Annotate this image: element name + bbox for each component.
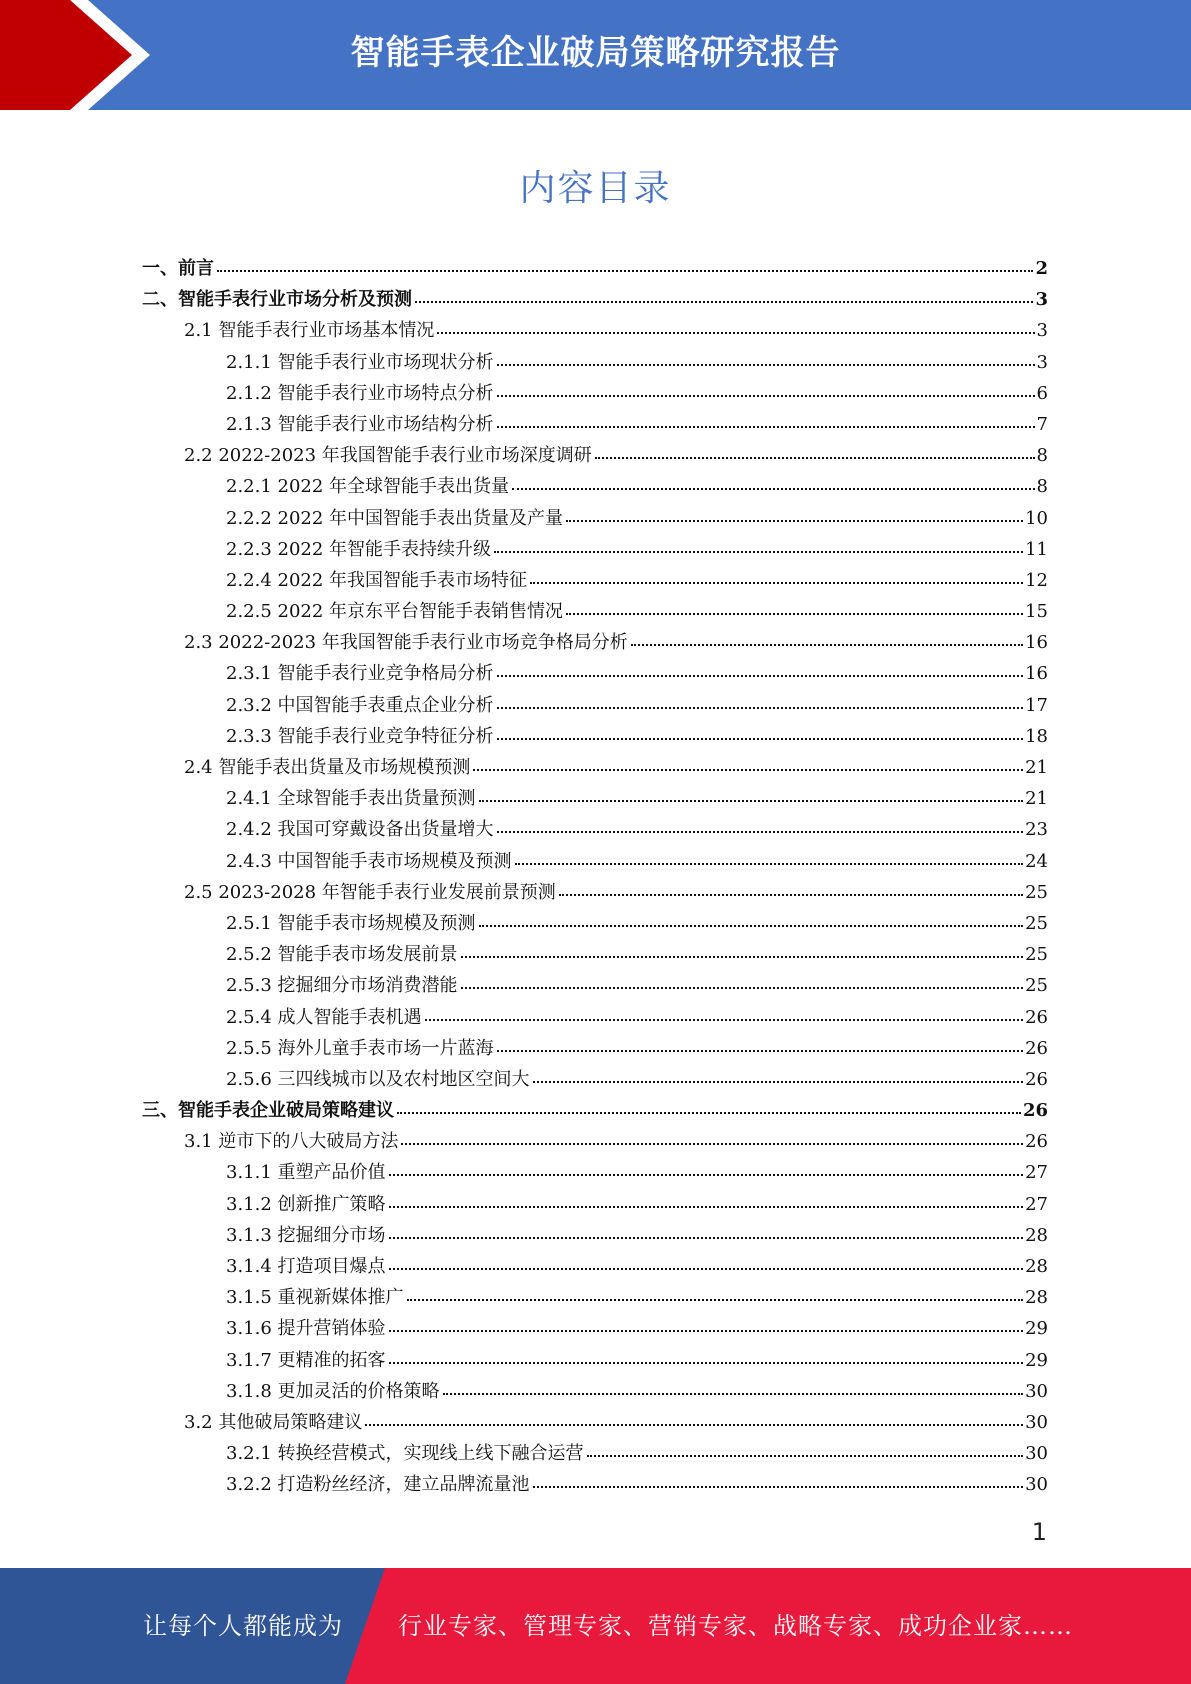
toc-dot-leader: [389, 1223, 1024, 1241]
toc-entry[interactable]: [142, 814, 1048, 845]
toc-entry-title: 2.2.5 2022 年京东平台智能手表销售情况: [226, 601, 564, 623]
toc-entry-title: 2.2.1 2022 年全球智能手表出货量: [226, 476, 510, 498]
footer-slogan-right: 行业专家、管理专家、营销专家、战略专家、成功企业家……: [398, 1612, 1073, 1640]
toc-entry[interactable]: [142, 627, 1048, 658]
toc-entry-title: 3.1.2 创新推广策略: [226, 1193, 386, 1215]
toc-entry-title: 2.2.3 2022 年智能手表持续升级: [226, 538, 492, 560]
toc-entry[interactable]: [142, 939, 1048, 970]
toc-entry-page: 17: [1025, 694, 1048, 716]
toc-entry-page: 3: [1036, 351, 1048, 373]
toc-entry-page: 16: [1025, 632, 1048, 654]
toc-entry-title: 2.5.1 智能手表市场规模及预测: [226, 912, 476, 934]
toc-entry-page: 23: [1025, 819, 1048, 841]
toc-entry-page: 10: [1025, 507, 1048, 529]
toc-entry[interactable]: [142, 690, 1048, 721]
toc-entry-title: 3.1.5 重视新媒体推广: [226, 1287, 404, 1309]
toc-entry[interactable]: [142, 721, 1048, 752]
toc-dot-leader: [497, 693, 1024, 711]
page-number: 1: [1031, 1518, 1047, 1546]
toc-entry-title: 3.1.4 打造项目爆点: [226, 1256, 386, 1277]
toc-entry[interactable]: [142, 596, 1048, 627]
toc-dot-leader: [461, 973, 1024, 991]
toc-entry-page: 30: [1025, 1443, 1048, 1465]
toc-entry-page: 3: [1035, 289, 1048, 311]
toc-entry-title: 2.3 2022-2023 年我国智能手表行业市场竞争格局分析: [184, 632, 628, 654]
toc-entry-page: 29: [1025, 1349, 1048, 1371]
toc-dot-leader: [515, 849, 1024, 867]
toc-dot-leader: [425, 1005, 1024, 1023]
toc-dot-leader: [497, 1036, 1024, 1054]
toc-dot-leader: [587, 1441, 1024, 1459]
toc-dot-leader: [566, 599, 1023, 617]
toc-entry[interactable]: [142, 534, 1048, 565]
toc-entry-title: 2.2.4 2022 年我国智能手表市场特征: [226, 569, 528, 591]
toc-entry[interactable]: [142, 284, 1048, 315]
toc-entry[interactable]: [142, 1189, 1048, 1220]
toc-entry[interactable]: [142, 1251, 1048, 1282]
toc-entry[interactable]: [142, 440, 1048, 471]
toc-entry[interactable]: [142, 1469, 1048, 1500]
toc-entry-page: 26: [1025, 1037, 1048, 1059]
toc-dot-leader: [512, 474, 1034, 492]
toc-entry-title: 2.3.3 智能手表行业竞争特征分析: [226, 725, 494, 747]
toc-entry[interactable]: [142, 908, 1048, 939]
toc-dot-leader: [494, 537, 1023, 555]
toc-dot-leader: [479, 911, 1024, 929]
toc-entry-page: 25: [1025, 881, 1048, 903]
toc-entry-page: 25: [1025, 912, 1048, 934]
toc-entry[interactable]: [142, 378, 1048, 409]
toc-dot-leader: [533, 1067, 1024, 1085]
toc-entry-title: 3.1.8 更加灵活的价格策略: [226, 1380, 440, 1402]
toc-entry-page: 8: [1036, 445, 1048, 467]
toc-entry-title: 三、智能手表企业破局策略建议: [142, 1100, 394, 1122]
toc-entry[interactable]: [142, 1126, 1048, 1157]
toc-dot-leader: [631, 630, 1023, 648]
toc-entry-page: 30: [1025, 1474, 1048, 1496]
toc-entry-page: 28: [1025, 1256, 1048, 1277]
toc-entry-page: 11: [1025, 538, 1048, 560]
toc-dot-leader: [595, 443, 1035, 461]
toc-entry[interactable]: [142, 1095, 1048, 1126]
toc-entry-title: 2.5.6 三四线城市以及农村地区空间大: [226, 1068, 530, 1090]
toc-dot-leader: [479, 786, 1024, 804]
toc-dot-leader: [497, 350, 1035, 368]
report-title: 智能手表企业破局策略研究报告: [350, 33, 841, 73]
toc-dot-leader: [497, 724, 1024, 742]
toc-entry-page: 30: [1025, 1380, 1048, 1402]
toc-entry-title: 3.1.3 挖掘细分市场: [226, 1224, 386, 1246]
toc-entry[interactable]: [142, 1313, 1048, 1344]
toc-entry-title: 2.5.2 智能手表市场发展前景: [226, 944, 458, 966]
toc-dot-leader: [497, 412, 1035, 430]
toc-entry-title: 2.5 2023-2028 年智能手表行业发展前景预测: [184, 881, 556, 903]
toc-dot-leader: [389, 1192, 1024, 1210]
toc-entry[interactable]: [142, 1376, 1048, 1407]
toc-entry-title: 一、前言: [142, 258, 214, 279]
toc-entry-title: 2.3.2 中国智能手表重点企业分析: [226, 694, 494, 716]
toc-entry-page: 8: [1036, 476, 1048, 498]
toc-entry-title: 2.3.1 智能手表行业竞争格局分析: [226, 663, 494, 685]
toc-dot-leader: [443, 1379, 1024, 1397]
toc-dot-leader: [497, 661, 1024, 679]
toc-entry-page: 6: [1036, 382, 1048, 404]
toc-heading: 内容目录: [519, 168, 672, 209]
toc-entry[interactable]: [142, 409, 1048, 440]
toc-dot-leader: [559, 880, 1023, 898]
toc-dot-leader: [530, 568, 1023, 586]
toc-entry-title: 2.5.5 海外儿童手表市场一片蓝海: [226, 1037, 494, 1059]
toc-entry[interactable]: [142, 1033, 1048, 1064]
toc-entry-title: 3.2.1 转换经营模式，实现线上线下融合运营: [226, 1443, 584, 1465]
toc-entry-title: 3.1.7 更精准的拓客: [226, 1349, 386, 1371]
toc-entry-title: 2.4.3 中国智能手表市场规模及预测: [226, 850, 512, 872]
toc-entry-page: 2: [1035, 258, 1048, 279]
toc-entry-page: 21: [1025, 757, 1048, 778]
toc-entry-title: 3.1.1 重塑产品价值: [226, 1162, 386, 1184]
toc-entry-page: 7: [1036, 413, 1048, 435]
toc-entry-title: 3.1 逆市下的八大破局方法: [184, 1131, 399, 1153]
footer-slogan-left: 让每个人都能成为: [143, 1612, 343, 1640]
toc-entry-page: 26: [1025, 1006, 1048, 1028]
toc-dot-leader: [389, 1348, 1024, 1366]
toc-entry[interactable]: [142, 783, 1048, 814]
toc-entry[interactable]: [142, 846, 1048, 877]
toc-entry-page: 26: [1022, 1100, 1048, 1122]
toc-dot-leader: [401, 1129, 1023, 1147]
toc-entry-page: 25: [1025, 975, 1048, 997]
toc-dot-leader: [533, 1472, 1024, 1490]
toc-dot-leader: [217, 256, 1033, 274]
toc-entry-page: 12: [1025, 569, 1048, 591]
toc-dot-leader: [437, 318, 1034, 336]
table-of-contents: [142, 253, 1048, 1501]
toc-entry-title: 2.5.4 成人智能手表机遇: [226, 1006, 422, 1028]
toc-entry-title: 2.2.2 2022 年中国智能手表出货量及产量: [226, 507, 564, 529]
toc-entry-page: 24: [1025, 850, 1048, 872]
toc-entry-title: 2.4.2 我国可穿戴设备出货量增大: [226, 819, 494, 841]
toc-entry-title: 3.1.6 提升营销体验: [226, 1318, 386, 1340]
toc-dot-leader: [407, 1285, 1024, 1303]
toc-entry-page: 25: [1025, 944, 1048, 966]
toc-dot-leader: [365, 1410, 1023, 1428]
toc-dot-leader: [473, 755, 1023, 773]
toc-entry-page: 28: [1025, 1224, 1048, 1246]
toc-dot-leader: [566, 506, 1023, 524]
toc-entry-page: 26: [1025, 1131, 1048, 1153]
toc-entry-page: 15: [1025, 601, 1048, 623]
toc-entry-title: 2.1.1 智能手表行业市场现状分析: [226, 351, 494, 373]
toc-dot-leader: [497, 817, 1024, 835]
toc-entry-page: 27: [1025, 1162, 1048, 1184]
toc-entry-title: 2.1 智能手表行业市场基本情况: [184, 320, 435, 342]
toc-entry-page: 27: [1025, 1193, 1048, 1215]
toc-entry[interactable]: [142, 1157, 1048, 1188]
toc-dot-leader: [397, 1098, 1021, 1116]
toc-entry-title: 2.2 2022-2023 年我国智能手表行业市场深度调研: [184, 445, 592, 467]
toc-entry[interactable]: [142, 877, 1048, 908]
toc-entry[interactable]: [142, 503, 1048, 534]
toc-entry[interactable]: [142, 253, 1048, 284]
toc-entry-title: 二、智能手表行业市场分析及预测: [142, 289, 412, 311]
toc-dot-leader: [389, 1254, 1024, 1272]
toc-entry[interactable]: [142, 970, 1048, 1001]
toc-entry-page: 21: [1025, 788, 1048, 810]
toc-dot-leader: [389, 1160, 1024, 1178]
toc-entry-title: 3.2.2 打造粉丝经济，建立品牌流量池: [226, 1474, 530, 1496]
toc-entry-title: 2.4.1 全球智能手表出货量预测: [226, 788, 476, 810]
toc-dot-leader: [497, 381, 1035, 399]
toc-entry-title: 2.1.2 智能手表行业市场特点分析: [226, 382, 494, 404]
toc-entry-page: 3: [1036, 320, 1048, 342]
toc-dot-leader: [461, 942, 1024, 960]
toc-entry[interactable]: [142, 1064, 1048, 1095]
toc-entry[interactable]: [142, 1438, 1048, 1469]
toc-entry[interactable]: [142, 1220, 1048, 1251]
toc-entry-title: 2.4 智能手表出货量及市场规模预测: [184, 757, 471, 778]
toc-entry-page: 29: [1025, 1318, 1048, 1340]
toc-entry-title: 2.5.3 挖掘细分市场消费潜能: [226, 975, 458, 997]
toc-entry[interactable]: [142, 658, 1048, 689]
toc-entry[interactable]: [142, 1407, 1048, 1438]
toc-entry[interactable]: [142, 315, 1048, 346]
report-header: [0, 0, 1191, 110]
toc-entry[interactable]: [142, 752, 1048, 783]
toc-entry[interactable]: [142, 565, 1048, 596]
toc-entry[interactable]: [142, 1002, 1048, 1033]
report-footer: [0, 1568, 1191, 1684]
toc-entry[interactable]: [142, 1345, 1048, 1376]
toc-entry-page: 30: [1025, 1411, 1048, 1433]
toc-entry[interactable]: [142, 471, 1048, 502]
toc-entry-page: 18: [1025, 725, 1048, 747]
toc-dot-leader: [415, 287, 1033, 305]
toc-entry-title: 3.2 其他破局策略建议: [184, 1411, 363, 1433]
toc-entry[interactable]: [142, 347, 1048, 378]
toc-entry-title: 2.1.3 智能手表行业市场结构分析: [226, 413, 494, 435]
toc-entry-page: 26: [1025, 1068, 1048, 1090]
toc-entry-page: 16: [1025, 663, 1048, 685]
toc-dot-leader: [389, 1316, 1024, 1334]
toc-entry[interactable]: [142, 1282, 1048, 1313]
toc-entry-page: 28: [1025, 1287, 1048, 1309]
